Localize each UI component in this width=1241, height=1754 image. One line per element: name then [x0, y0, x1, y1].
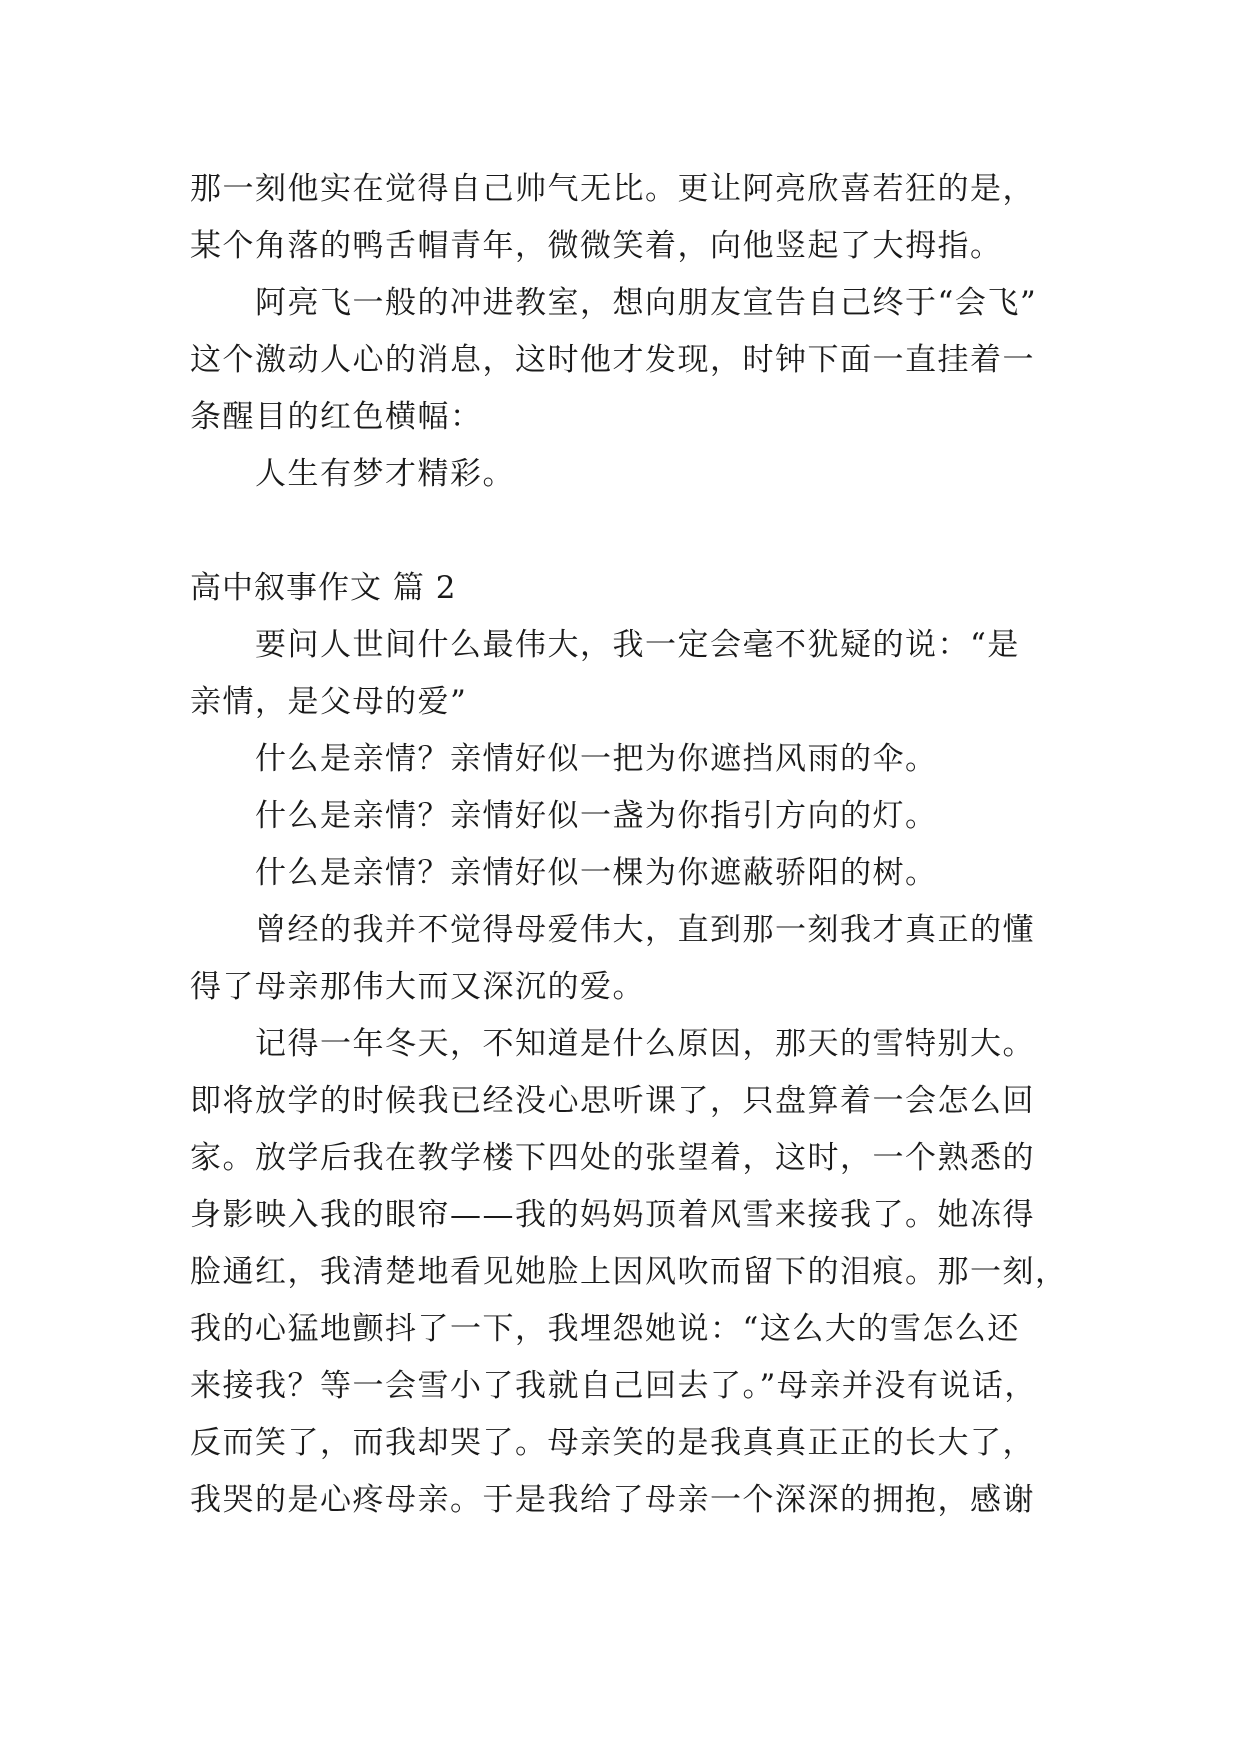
section-title: 高中叙事作文 篇 2 — [190, 570, 457, 606]
text-line: 来接我？等一会雪小了我就自己回去了。”母亲并没有说话， — [190, 1368, 1037, 1404]
text-line: 亲情，是父母的爱” — [190, 684, 468, 720]
text-line: 即将放学的时候我已经没心思听课了，只盘算着一会怎么回 — [190, 1083, 1035, 1119]
text-line: 我的心猛地颤抖了一下，我埋怨她说：“这么大的雪怎么还 — [190, 1311, 1020, 1347]
text-line: 身影映入我的眼帘——我的妈妈顶着风雪来接我了。她冻得 — [190, 1197, 1035, 1233]
text-line: 脸通红，我清楚地看见她脸上因风吹而留下的泪痕。那一刻， — [190, 1254, 1068, 1290]
text-line: 这个激动人心的消息，这时他才发现，时钟下面一直挂着一 — [190, 342, 1035, 378]
text-line: 我哭的是心疼母亲。于是我给了母亲一个深深的拥抱，感谢 — [190, 1482, 1035, 1518]
text-line: 人生有梦才精彩。 — [255, 456, 515, 492]
text-line: 条醒目的红色横幅： — [190, 399, 483, 435]
text-line: 要问人世间什么最伟大，我一定会毫不犹疑的说：“是 — [255, 627, 1020, 663]
text-line: 阿亮飞一般的冲进教室，想向朋友宣告自己终于“会飞” — [255, 285, 1038, 321]
text-line: 什么是亲情？亲情好似一把为你遮挡风雨的伞。 — [255, 741, 938, 777]
text-line: 记得一年冬天，不知道是什么原因，那天的雪特别大。 — [255, 1026, 1035, 1062]
text-line: 曾经的我并不觉得母爱伟大，直到那一刻我才真正的懂 — [255, 912, 1035, 948]
text-line: 那一刻他实在觉得自己帅气无比。更让阿亮欣喜若狂的是， — [190, 171, 1035, 207]
text-line: 家。放学后我在教学楼下四处的张望着，这时，一个熟悉的 — [190, 1140, 1035, 1176]
text-line: 得了母亲那伟大而又深沉的爱。 — [190, 969, 645, 1005]
text-line: 什么是亲情？亲情好似一盏为你指引方向的灯。 — [255, 798, 938, 834]
text-line: 反而笑了，而我却哭了。母亲笑的是我真真正正的长大了， — [190, 1425, 1035, 1461]
text-line: 什么是亲情？亲情好似一棵为你遮蔽骄阳的树。 — [255, 855, 938, 891]
text-line: 某个角落的鸭舌帽青年，微微笑着，向他竖起了大拇指。 — [190, 228, 1003, 264]
